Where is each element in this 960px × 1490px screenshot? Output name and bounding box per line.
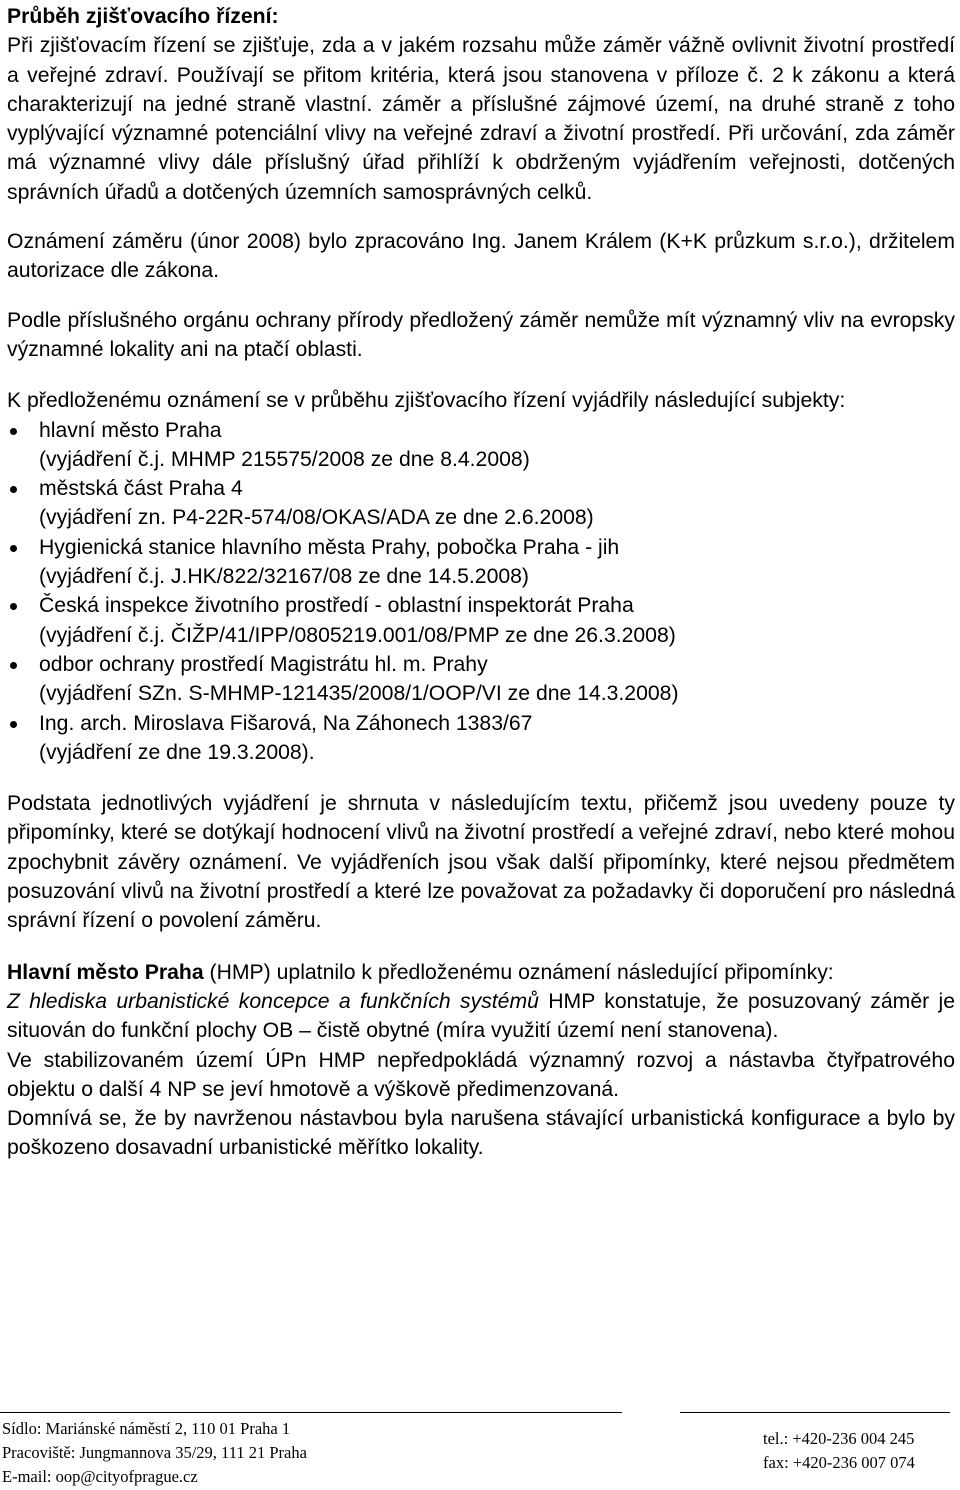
hmp-topic: Z hlediska urbanistické koncepce a funkčních systémů [7,989,539,1013]
bullet-icon [10,721,17,728]
hmp-intro-text: (HMP) uplatnilo k předloženému oznámení následující připomínky: [203,960,834,984]
bullet-icon [10,603,17,610]
subject-name: Česká inspekce životního prostředí - oblastní inspektorát Praha [39,594,634,618]
list-item [7,709,955,768]
subject-reference: (vyjádření ze dne 19.3.2008). [39,740,315,764]
paragraph-subjects-intro: K předloženému oznámení se v průběhu zjišťovacího řízení vyjádřily následující subjekty: [7,389,846,413]
subject-name: Ing. arch. Miroslava Fišarová, Na Záhonech 1383/67 [39,711,533,735]
paragraph-procedure: Při zjišťovacím řízení se zjišťuje, zda a v jakém rozsahu může záměr vážně ovlivnit životní prostředí a veřejné zdraví. Používají se přitom kritéria, která jsou stanovena v příloze č. 2 k zákonu a která charakterizují na jedné straně vlastní. záměr a příslušné zájmové území, na druhé straně z toho vyplývající významné potenciální vlivy na veřejné zdraví a životní prostředí. Při určování, zda záměr má významné vlivy dále příslušný úřad přihlíží k obdrženým vyjádřením veřejnosti, dotčených správních úřadů a dotčených územních samosprávných celků. [7,34,955,204]
bullet-icon [10,486,17,493]
footer-phone: tel.: +420-236 004 245 [763,1429,915,1448]
subjects-list [7,416,955,768]
footer-address-block [2,1417,307,1489]
subject-reference: (vyjádření č.j. ČIŽP/41/IPP/0805219.001/08/PMP ze dne 26.3.2008) [39,623,676,647]
subject-reference: (vyjádření č.j. J.HK/822/32167/08 ze dne 14.5.2008) [39,565,529,589]
list-item [7,474,955,533]
footer-divider-left [0,1412,622,1413]
footer-workplace: Pracoviště: Jungmannova 35/29, 111 21 Praha [2,1443,307,1462]
bullet-icon [10,428,17,435]
hmp-point-1-text: HMP konstatuje, že posuzovaný záměr je situován do funkční plochy OB – čistě obytné (míra využití území není stanovena). [7,989,955,1043]
section-heading: Průběh zjišťovacího řízení: [7,5,279,28]
hmp-name: Hlavní město Praha [7,960,204,984]
subject-reference: (vyjádření zn. P4-22R-574/08/OKAS/ADA ze dne 2.6.2008) [39,506,594,530]
footer-divider-right [680,1412,950,1413]
subject-name: Hygienická stanice hlavního města Prahy, pobočka Praha - jih [39,535,620,559]
paragraph-hmp-intro [7,958,955,987]
paragraph-nature-protection: Podle příslušného orgánu ochrany přírody předložený záměr nemůže mít významný vliv na evropsky významné lokality ani na ptačí oblasti. [7,308,955,361]
paragraph-hmp-point-1 [7,987,955,1046]
footer-contact-block [763,1427,915,1475]
list-item [7,591,955,650]
subject-name: odbor ochrany prostředí Magistrátu hl. m. Prahy [39,652,488,676]
subject-reference: (vyjádření č.j. MHMP 215575/2008 ze dne 8.4.2008) [39,447,530,471]
list-item [7,416,955,475]
bullet-icon [10,662,17,669]
subject-reference: (vyjádření SZn. S-MHMP-121435/2008/1/OOP/VI ze dne 14.3.2008) [39,682,679,706]
paragraph-hmp-point-3: Domnívá se, že by navrženou nástavbou byla narušena stávající urbanistická konfigurace a bylo by poškozeno dosavadní urbanistické měřítko lokality. [7,1107,955,1160]
document-body [7,2,955,1163]
list-item [7,533,955,592]
paragraph-notification-author: Oznámení záměru (únor 2008) bylo zpracováno Ing. Janem Králem (K+K průzkum s.r.o.), držitelem autorizace dle zákona. [7,230,955,283]
list-item [7,650,955,709]
footer-address: Sídlo: Mariánské náměstí 2, 110 01 Praha 1 [2,1419,291,1438]
footer-fax: fax: +420-236 007 074 [763,1453,915,1472]
paragraph-summary: Podstata jednotlivých vyjádření je shrnuta v následujícím textu, přičemž jsou uvedeny pouze ty připomínky, které se dotýkají hodnocení vlivů na životní prostředí a veřejné zdraví, nebo které mohou zpochybnit závěry oznámení. Ve vyjádřeních jsou však další připomínky, které nejsou předmětem posuzování vlivů na životní prostředí a které lze považovat za požadavky či doporučení pro následná správní řízení o povolení záměru. [7,792,955,933]
subject-name: městská část Praha 4 [39,477,243,501]
subject-name: hlavní město Praha [39,418,222,442]
bullet-icon [10,545,17,552]
footer-email: E-mail: oop@cityofprague.cz [2,1467,198,1486]
page-footer [0,1412,960,1490]
paragraph-hmp-point-2: Ve stabilizovaném území ÚPn HMP nepředpokládá významný rozvoj a nástavba čtyřpatrového objektu o další 4 NP se jeví hmotově a výškově předimenzovaná. [7,1048,955,1101]
